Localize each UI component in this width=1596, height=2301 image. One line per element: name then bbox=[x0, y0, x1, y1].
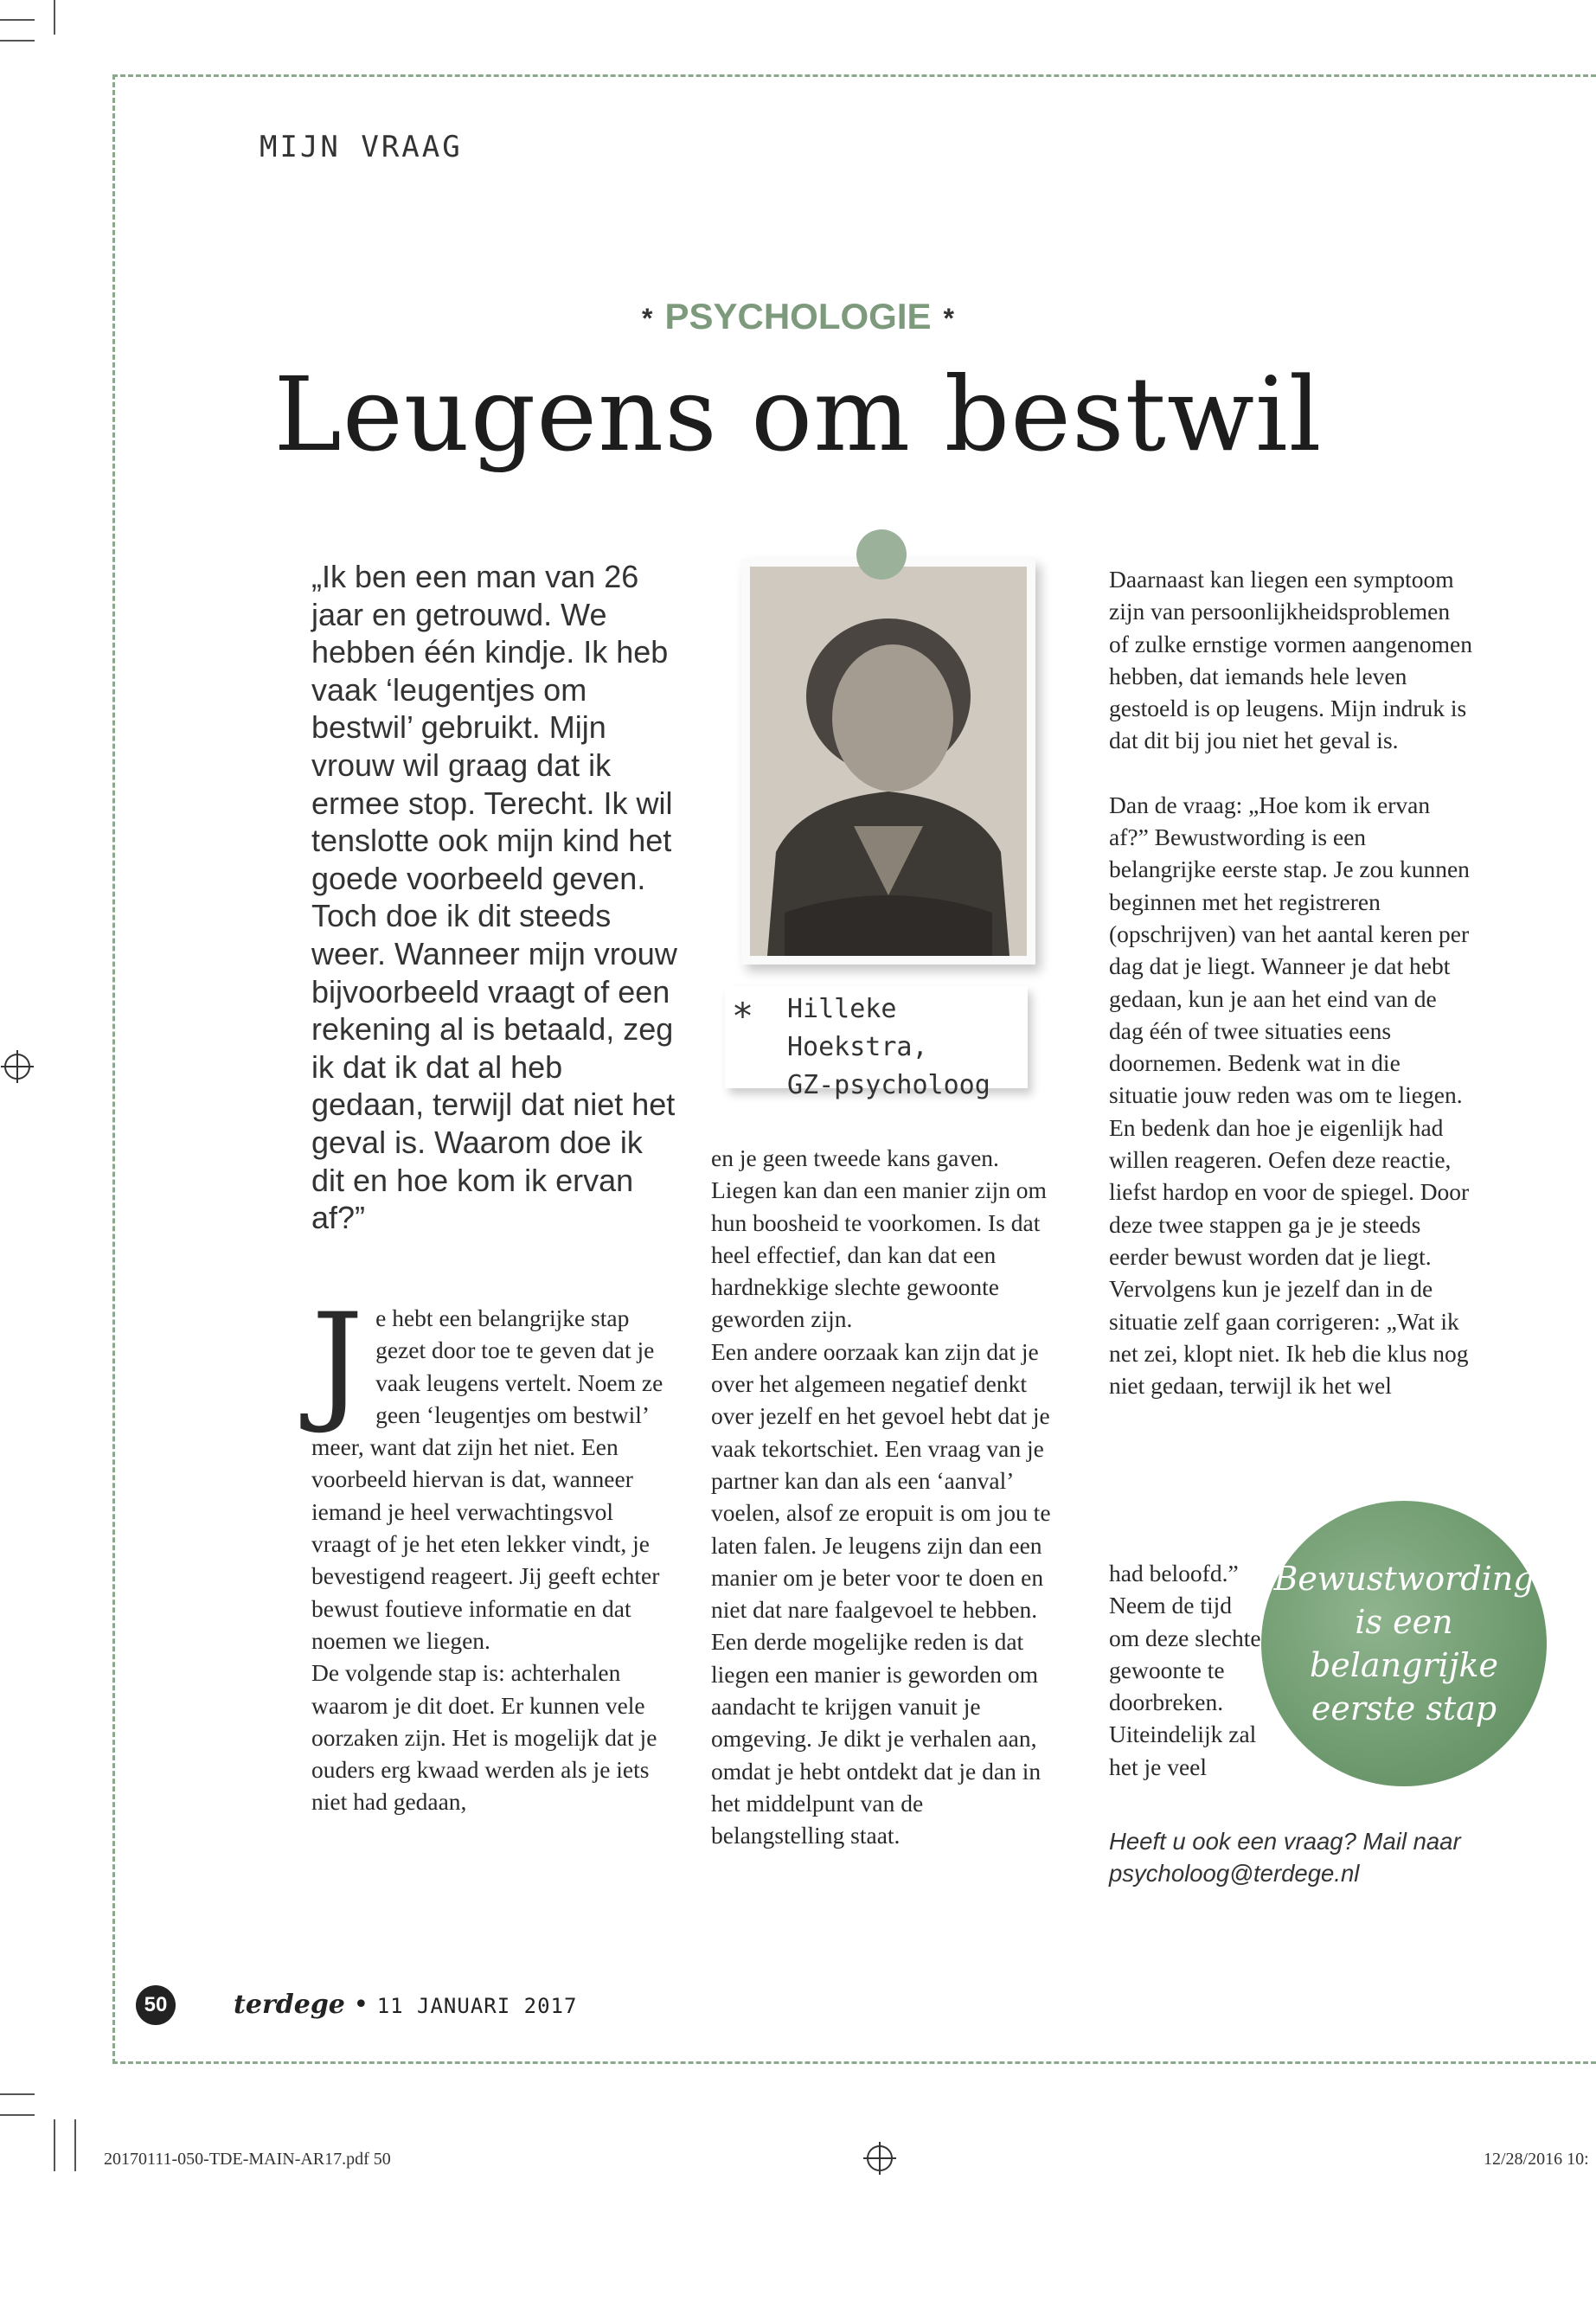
crop-mark bbox=[74, 2119, 76, 2171]
reader-question: „Ik ben een man van 26 jaar en getrouwd. We hebben één kindje. Ik heb vaak ‘leugentjes om bestwil’ gebruikt. Mijn vrouw wil graag dat ik ermee stop. Terecht. Ik wil tenslotte ook mijn kind het goede voorbeeld geven. Toch doe ik dit steeds weer. Wanneer mijn vrouw bijvoorbeeld vraagt of een rekening al is betaald, zeg ik dat ik dat al heb gedaan, terwijl dat niet het geval is. Waarom doe ik dit en hoe kom ik ervan af?” bbox=[311, 559, 677, 1236]
section-label: MIJN VRAAG bbox=[260, 130, 463, 164]
col2-paragraph-2: Een andere oorzaak kan zijn dat je over het algemeen negatief denkt over jezelf en het gevoel hebt dat je vaak tekortschiet. Een vraag van je partner kan dan als een ‘aanval’ voelen, alsof ze eropuit is om jou te laten falen. Je leugens zijn dan een manier om je beter voor te doen en niet dat nare faalgevoel te hebben. bbox=[711, 1337, 1051, 1624]
star-icon: * bbox=[734, 995, 752, 1037]
body-column-1 bbox=[311, 1286, 666, 1818]
crop-mark bbox=[0, 2093, 35, 2095]
photo-caption bbox=[787, 990, 1038, 1105]
col1-paragraph-2: De volgende stap is: achterhalen waarom je dit doet. Er kunnen vele oorzaken zijn. Het is mogelijk dat je ouders erg kwaad werden als je iets niet had gedaan, bbox=[311, 1659, 657, 1816]
kicker-text: PSYCHOLOGIE bbox=[664, 296, 932, 336]
crop-mark bbox=[0, 2114, 35, 2116]
body-column-3 bbox=[1109, 563, 1472, 1433]
col3-paragraph-1: Daarnaast kan liegen een symptoom zijn van persoonlijkheidsproblemen of zulke ernstige vormen aangenomen hebben, dat iemands hele leven gestoeld is op leugens. Mijn indruk is dat dit bij jou niet het geval is. bbox=[1109, 566, 1472, 754]
registration-mark-icon bbox=[4, 1054, 30, 1080]
col3-tail: had beloofd.” Neem de tijd om deze slechte gewoonte te doorbreken. Uiteindelijk zal het je veel bbox=[1109, 1560, 1261, 1780]
author-photo-card bbox=[741, 558, 1035, 965]
kicker bbox=[0, 296, 1596, 337]
pin-icon bbox=[856, 529, 907, 580]
article-title: Leugens om bestwil bbox=[273, 355, 1323, 474]
caption-name: Hilleke Hoekstra, bbox=[787, 994, 928, 1062]
crop-mark bbox=[54, 0, 55, 35]
print-slug-file: 20170111-050-TDE-MAIN-AR17.pdf 50 bbox=[104, 2150, 391, 2169]
star-icon: * bbox=[642, 303, 653, 335]
drop-cap: J bbox=[311, 1286, 364, 1437]
col3-paragraph-2: Dan de vraag: „Hoe kom ik ervan af?” Bewustwording is een belangrijke eerste stap. Je zou kunnen beginnen met het registreren (opschrijven) van het aantal keren per dag dat je liegt. Wanneer je dat hebt gedaan, kun je aan het eind van de dag één of twee situaties eens doornemen. Bedenk wat in die situatie jouw reden was om te liegen. En bedenk dan hoe je eigenlijk had willen reageren. Oefen deze reactie, liefst hardop en voor de spiegel. Door deze twee stappen ga je je steeds eerder bewust worden dat je liegt. Vervolgens kun je jezelf dan in de situatie zelf gaan corrigeren: „Wat ik net zei, klopt niet. Ik heb die klus nog niet gedaan, terwijl ik het wel bbox=[1109, 791, 1470, 1400]
crop-mark bbox=[54, 2119, 55, 2171]
footer bbox=[234, 1990, 577, 2020]
crop-mark bbox=[0, 40, 35, 42]
col1-paragraph-1: e hebt een belangrijke stap gezet door toe te geven dat je vaak leugens vertelt. Noem ze geen ‘leugentjes om bestwil’ meer, want dat zijn het niet. Een voorbeeld hiervan is dat, wanneer iemand je heel verwachtingsvol vraagt of je het eten lekker vindt, je bevestigend reageert. Jij geeft echter bewust foutieve informatie en dat noemen we liegen. bbox=[311, 1304, 663, 1654]
page-number: 50 bbox=[136, 1985, 176, 2025]
footer-separator: • bbox=[353, 1990, 369, 2020]
col2-paragraph-1: en je geen tweede kans gaven. Liegen kan dan een manier zijn om hun boosheid te voorkomen. Is dat heel effectief, dan kan dat een hardnekkige slechte gewoonte geworden zijn. bbox=[711, 1144, 1047, 1333]
col2-paragraph-3: Een derde mogelijke reden is dat liegen een manier is geworden om aandacht te krijgen vanuit je omgeving. Je dikt je verhalen aan, omdat je hebt ontdekt dat je dan in het middelpunt van de belangstelling staat. bbox=[711, 1628, 1042, 1849]
footer-date: 11 JANUARI 2017 bbox=[376, 1994, 578, 2018]
print-slug-date: 12/28/2016 10: bbox=[1484, 2150, 1589, 2169]
mail-callout: Heeft u ook een vraag? Mail naar psycholoog@terdege.nl bbox=[1109, 1828, 1461, 1887]
star-icon: * bbox=[943, 303, 954, 335]
footer-brand: terdege bbox=[234, 1990, 345, 2020]
author-photo bbox=[750, 567, 1027, 956]
body-column-2 bbox=[711, 1142, 1057, 1852]
portrait-silhouette bbox=[750, 567, 1027, 956]
caption-role: GZ-psycholoog bbox=[787, 1070, 990, 1100]
pullquote-text: Bewustwording is een belangrijke eerste stap bbox=[1273, 1560, 1535, 1727]
crop-mark bbox=[0, 19, 35, 21]
registration-mark-icon bbox=[867, 2145, 893, 2171]
